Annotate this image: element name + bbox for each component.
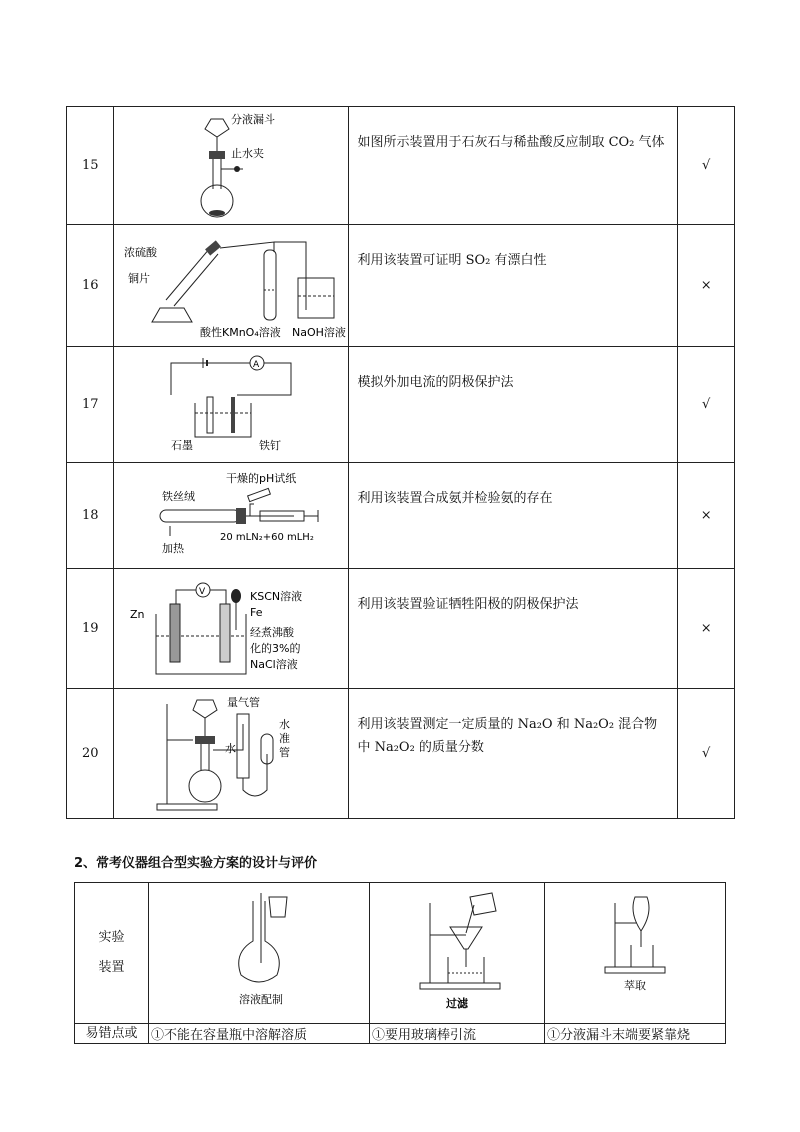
figure-label: 分液漏斗 (231, 112, 276, 126)
section-title: 2、常考仪器组合型实验方案的设计与评价 (74, 856, 318, 871)
filtration-diagram (370, 883, 544, 1019)
description: 如图所示装置用于石灰石与稀盐酸反应制取 CO₂ 气体 (349, 107, 678, 225)
evaluation-mark: × (678, 225, 735, 347)
row-number: 17 (67, 347, 114, 463)
voltmeter-label: V (199, 586, 206, 597)
ammeter-label: A (253, 359, 260, 370)
evaluation-mark: × (678, 463, 735, 569)
row-number: 20 (67, 689, 114, 819)
figure-label: 20 mLN₂+60 mLH₂ (220, 531, 315, 543)
row-number: 16 (67, 225, 114, 347)
figure-label: Zn (130, 607, 145, 621)
solution-preparation-diagram (149, 883, 369, 1019)
header-label-line: 装置 (98, 960, 125, 975)
apparatus-caption: 过滤 (446, 997, 468, 1010)
figure-label: NaCl溶液 (250, 657, 299, 671)
table-cell: ①分液漏斗末端要紧靠烧 (545, 1024, 726, 1044)
separatory-funnel-flask-diagram (151, 111, 311, 221)
row-number: 19 (67, 569, 114, 689)
evaluation-mark: √ (678, 107, 735, 225)
header-label-line: 实验 (98, 930, 125, 945)
figure-label: 准 (279, 731, 291, 745)
table-row (75, 1024, 726, 1044)
figure-label: Fe (250, 605, 263, 619)
figure-label: 加热 (162, 541, 185, 555)
ammonia-synthesis-diagram (126, 468, 336, 564)
figure-label: 铁丝绒 (162, 489, 196, 503)
apparatus-figure-17 (114, 347, 349, 463)
row-number: 18 (67, 463, 114, 569)
gas-measurement-diagram (131, 694, 331, 814)
figure-label: 干燥的pH试纸 (226, 471, 297, 485)
table-row (67, 107, 735, 225)
figure-label: 浓硫酸 (124, 245, 158, 259)
row-number: 15 (67, 107, 114, 225)
apparatus-figure-19 (114, 569, 349, 689)
figure-label: 经煮沸酸 (250, 625, 295, 639)
table-row (67, 569, 735, 689)
figure-label: 止水夹 (231, 146, 265, 160)
apparatus-cell (370, 883, 545, 1024)
evaluation-mark: × (678, 569, 735, 689)
row-label: 易错点或 (75, 1024, 149, 1044)
description: 利用该装置可证明 SO₂ 有漂白性 (349, 225, 678, 347)
apparatus-figure-15 (114, 107, 349, 225)
apparatus-figure-20 (114, 689, 349, 819)
apparatus-figure-18 (114, 463, 349, 569)
evaluation-mark: √ (678, 347, 735, 463)
table-row (75, 883, 726, 1024)
apparatus-cell (149, 883, 370, 1024)
table-row (67, 689, 735, 819)
description: 利用该装置测定一定质量的 Na₂O 和 Na₂O₂ 混合物中 Na₂O₂ 的质量分数 (349, 689, 678, 819)
figure-label: 石墨 (171, 438, 194, 452)
sulfur-dioxide-test-diagram (114, 230, 348, 342)
figure-label: 管 (279, 745, 291, 759)
apparatus-combination-table (74, 882, 726, 1044)
apparatus-evaluation-table (66, 106, 735, 819)
apparatus-caption: 溶液配制 (239, 993, 283, 1006)
impressed-current-protection-diagram (131, 355, 331, 455)
figure-label: 铁钉 (259, 438, 282, 452)
description: 利用该装置验证牺牲阳极的阴极保护法 (349, 569, 678, 689)
figure-label: 量气管 (227, 695, 261, 709)
table-row (67, 463, 735, 569)
figure-label: 水 (279, 717, 291, 731)
figure-label: 酸性KMnO₄溶液 (200, 325, 282, 339)
description: 模拟外加电流的阴极保护法 (349, 347, 678, 463)
figure-label: 水 (225, 741, 237, 755)
sacrificial-anode-diagram (126, 574, 336, 684)
table-row (67, 347, 735, 463)
table-row (67, 225, 735, 347)
figure-label: NaOH溶液 (292, 325, 347, 339)
figure-label: 铜片 (128, 271, 151, 285)
table-cell: ①不能在容量瓶中溶解溶质 (149, 1024, 370, 1044)
evaluation-mark: √ (678, 689, 735, 819)
apparatus-cell (545, 883, 726, 1024)
description: 利用该装置合成氨并检验氨的存在 (349, 463, 678, 569)
table-cell: ①要用玻璃棒引流 (370, 1024, 545, 1044)
extraction-diagram (545, 883, 725, 1019)
apparatus-figure-16 (114, 225, 349, 347)
apparatus-caption: 萃取 (624, 979, 646, 992)
figure-label: KSCN溶液 (250, 589, 303, 603)
row-header (75, 883, 149, 1024)
figure-label: 化的3%的 (250, 641, 301, 655)
